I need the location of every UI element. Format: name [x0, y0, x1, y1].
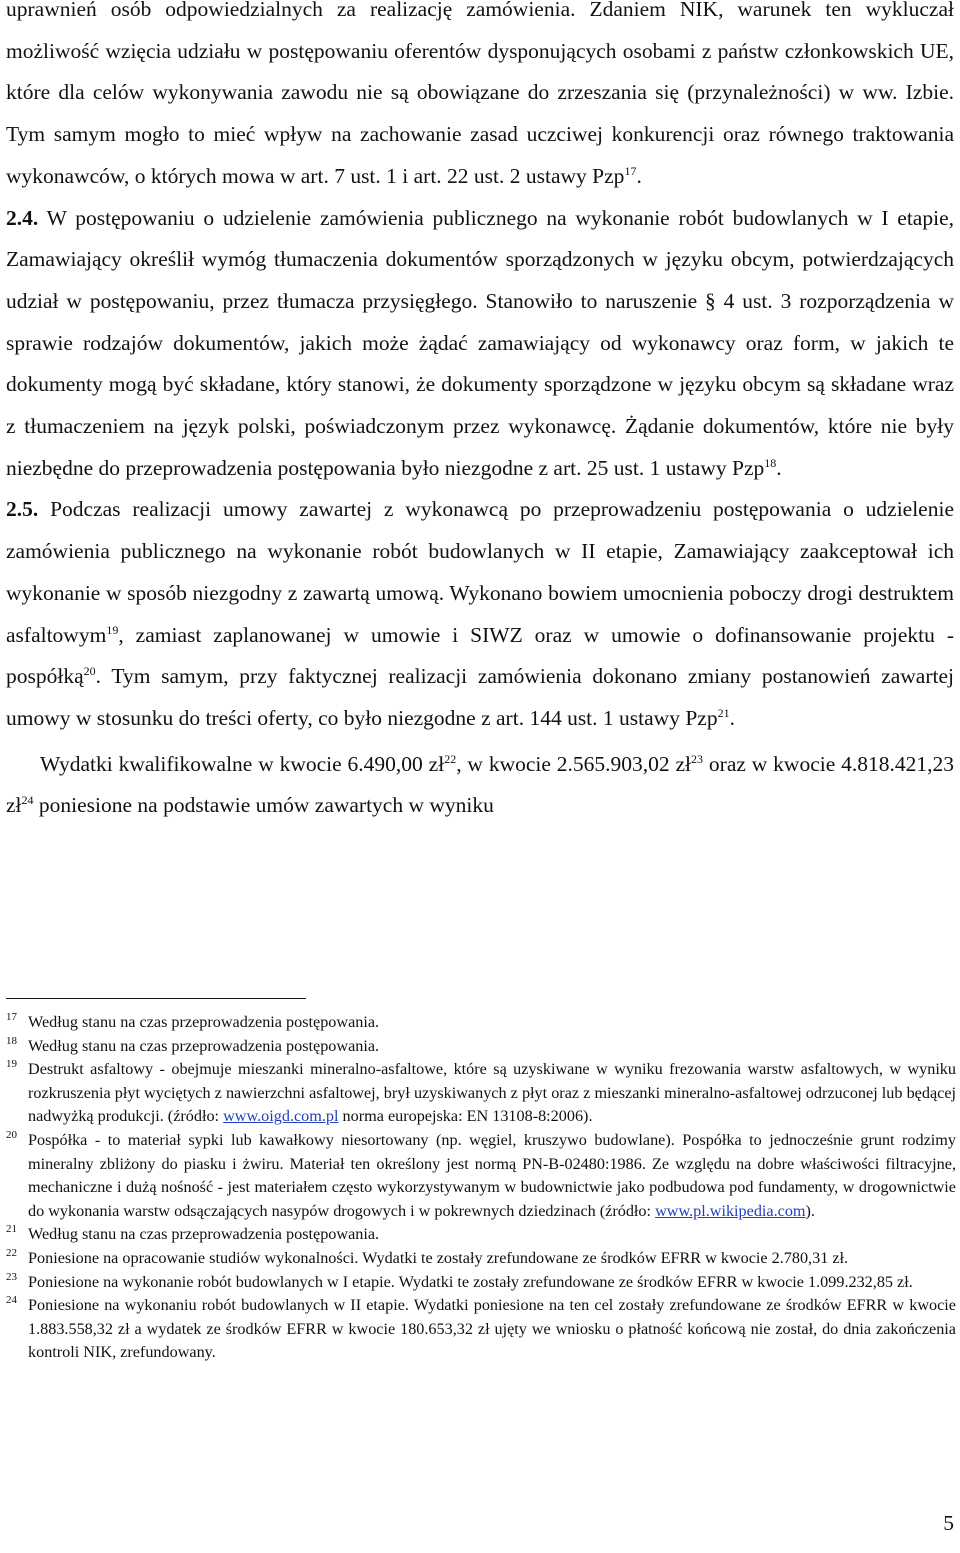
footnote-ref-19[interactable]: 19 [106, 622, 119, 637]
footnote-text: Według stanu na czas przeprowadzenia postępowania. [28, 1013, 380, 1031]
footnote-text-part: Pospółka - to materiał sypki lub kawałkowy niesortowany (np. węgiel, kruszywo budowlane). Pospółka to jednocześnie grunt rodzimy mineralny zbliżony do piasku i żwiru. Materiał ten określony jest normą PN-B-02480:1986. Ze względu na dobre właściwości filtracyjne, mechaniczne i dużą nośność - jest materiałem często wykorzystywanym w budownictwie jako podbudowa pod fundamenty, w drogownictwie do wykonania warstw odsączających nasypów drogowych i w pokrewnych dziedzinach (źródło: [28, 1130, 956, 1220]
paragraph-end: . [729, 705, 735, 730]
footnote-text: Według stanu na czas przeprowadzenia postępowania. [28, 1225, 380, 1244]
footnote-20 [6, 1129, 956, 1223]
footnote-mark: 17 [6, 1011, 17, 1023]
footnote-text: Poniesione na opracowanie studiów wykonalności. Wydatki te zostały zrefundowane ze środków EFRR w kwocie 2.780,31 zł. [28, 1248, 849, 1267]
footnote-text: Poniesione na wykonaniu robót budowlanych w II etapie. Wydatki poniesione na ten cel zostały zrefundowane ze środków EFRR w kwocie 1.883.558,32 zł a wydatek ze środków EFRR w kwocie 180.653,32 zł ujęty we wniosku o płatność końcową nie został, do dnia zakończenia kontroli NIK, zrefundowany. [28, 1296, 956, 1362]
paragraph-2-5 [6, 489, 954, 739]
footnote-mark: 22 [6, 1246, 17, 1259]
footnote-ref-22[interactable]: 22 [444, 751, 457, 766]
footnote-18 [6, 1035, 956, 1059]
paragraph-text: oraz w kwocie 4.818.421,23 zł [6, 751, 954, 818]
footnote-text: Według stanu na czas przeprowadzenia postępowania. [28, 1036, 380, 1055]
paragraph-text: . Tym samym, przy faktycznej realizacji zamówienia dokonano zmiany postanowień zawartej umowy w stosunku do treści oferty, co było niezgodne z art. 144 ust. 1 ustawy Pzp [6, 664, 954, 730]
footnote-24 [6, 1294, 956, 1365]
page-number: 5 [943, 1511, 954, 1535]
section-number: 2.5. [6, 497, 39, 522]
footnote-mark: 21 [6, 1223, 17, 1236]
section-number: 2.4. [6, 205, 39, 230]
source-link-oigd[interactable]: www.oigd.com.pl [223, 1107, 339, 1126]
paragraph-text: uprawnień osób odpowiedzialnych za realizację zamówienia. Zdaniem NIK, warunek ten wykluczał możliwość wzięcia udziału w postępowaniu oferentów dysponujących osobami z państw członkowskich UE, które dla celów wykonywania zawodu nie są obowiązane do zrzeszania się (przynależności) w ww. Izbie. Tym samym mogło to mieć wpływ na zachowanie zasad uczciwej konkurencji oraz równego traktowania wykonawców, o których mowa w art. 7 ust. 1 i art. 22 ust. 2 ustawy Pzp [6, 0, 954, 188]
footnote-22 [6, 1247, 956, 1271]
paragraph-text: W postępowaniu o udzielenie zamówienia publicznego na wykonanie robót budowlanych w I etapie, Zamawiający określił wymóg tłumaczenia dokumentów sporządzonych w języku obcym, potwierdzających udział w postępowaniu, przez tłumacza przysięgłego. Stanowiło to naruszenie § 4 ust. 3 rozporządzenia w sprawie rodzajów dokumentów, jakich może żądać zamawiający od wykonawcy oraz form, w jakich te dokumenty mogą być składane, który stanowi, że dokumenty sporządzone w języku obcym są składane wraz z tłumaczeniem na język polski, poświadczonym przez wykonawcę. Żądanie dokumentów, które nie były niezbędne do przeprowadzenia postępowania było niezgodne z art. 25 ust. 1 ustawy Pzp [6, 205, 954, 480]
footnote-text-part: norma europejska: EN 13108-8:2006). [338, 1107, 593, 1126]
footnote-19 [6, 1058, 956, 1129]
footnote-mark: 24 [6, 1294, 17, 1307]
paragraph-end: . [636, 163, 642, 188]
footnote-text [28, 1058, 956, 1129]
footnote-21 [6, 1223, 956, 1247]
footnote-text-part: Destrukt asfaltowy - obejmuje mieszanki mineralno-asfaltowe, które są uzyskiwane w wyniku frezowania warstw asfaltowych, w wyniku rozkruszenia płyt wyciętych z nawierzchni asfaltowej, brył uzyskiwanych z płyt oraz z mieszanki mineralno-asfaltowej odrzuconej lub będącej nadwyżką produkcji. (źródło: [28, 1060, 956, 1126]
footnotes [6, 1011, 956, 1365]
source-link-wikipedia[interactable]: www.pl.wikipedia.com [655, 1201, 806, 1220]
paragraph-text: Wydatki kwalifikowalne w kwocie 6.490,00 zł [40, 751, 445, 776]
footnote-mark: 20 [6, 1128, 17, 1141]
footnote-ref-24[interactable]: 24 [21, 793, 34, 808]
footnote-text: Poniesione na wykonanie robót budowlanych w I etapie. Wydatki te zostały zrefundowane ze środków EFRR w kwocie 1.099.232,85 zł. [28, 1272, 913, 1291]
paragraph-end: . [776, 455, 782, 480]
footnote-ref-18[interactable]: 18 [764, 455, 777, 470]
footnote-separator [6, 998, 306, 999]
document-page [6, 0, 954, 827]
paragraph-expenses [6, 744, 954, 827]
footnote-mark: 19 [6, 1058, 17, 1071]
paragraph-text: Podczas realizacji umowy zawartej z wykonawcą po przeprowadzeniu postępowania o udzielenie zamówienia publicznego na wykonanie robót budowlanych w II etapie, Zamawiający zaakceptował ich wykonanie w sposób niezgodny z zawartą umową. Wykonano bowiem umocnienia poboczy drogi destruktem asfaltowym [6, 497, 954, 647]
paragraph-text: poniesione na podstawie umów zawartych w wyniku [33, 793, 494, 818]
paragraph-text: , w kwocie 2.565.903,02 zł [456, 751, 692, 776]
footnote-mark: 23 [6, 1270, 17, 1283]
footnote-ref-17[interactable]: 17 [624, 163, 637, 178]
footnote-ref-20[interactable]: 20 [83, 664, 96, 679]
paragraph-2-4 [6, 198, 954, 490]
footnote-ref-21[interactable]: 21 [717, 705, 730, 720]
footnote-17 [6, 1011, 956, 1035]
footnote-23 [6, 1271, 956, 1295]
paragraph-continued [6, 0, 954, 198]
footnote-text-part: ). [805, 1201, 815, 1220]
footnote-mark: 18 [6, 1034, 17, 1047]
footnote-text [28, 1129, 956, 1223]
paragraph-text: , zamiast zaplanowanej w umowie i SIWZ oraz w umowie o dofinansowanie projektu - pospółką [6, 622, 954, 689]
footnote-ref-23[interactable]: 23 [691, 751, 704, 766]
